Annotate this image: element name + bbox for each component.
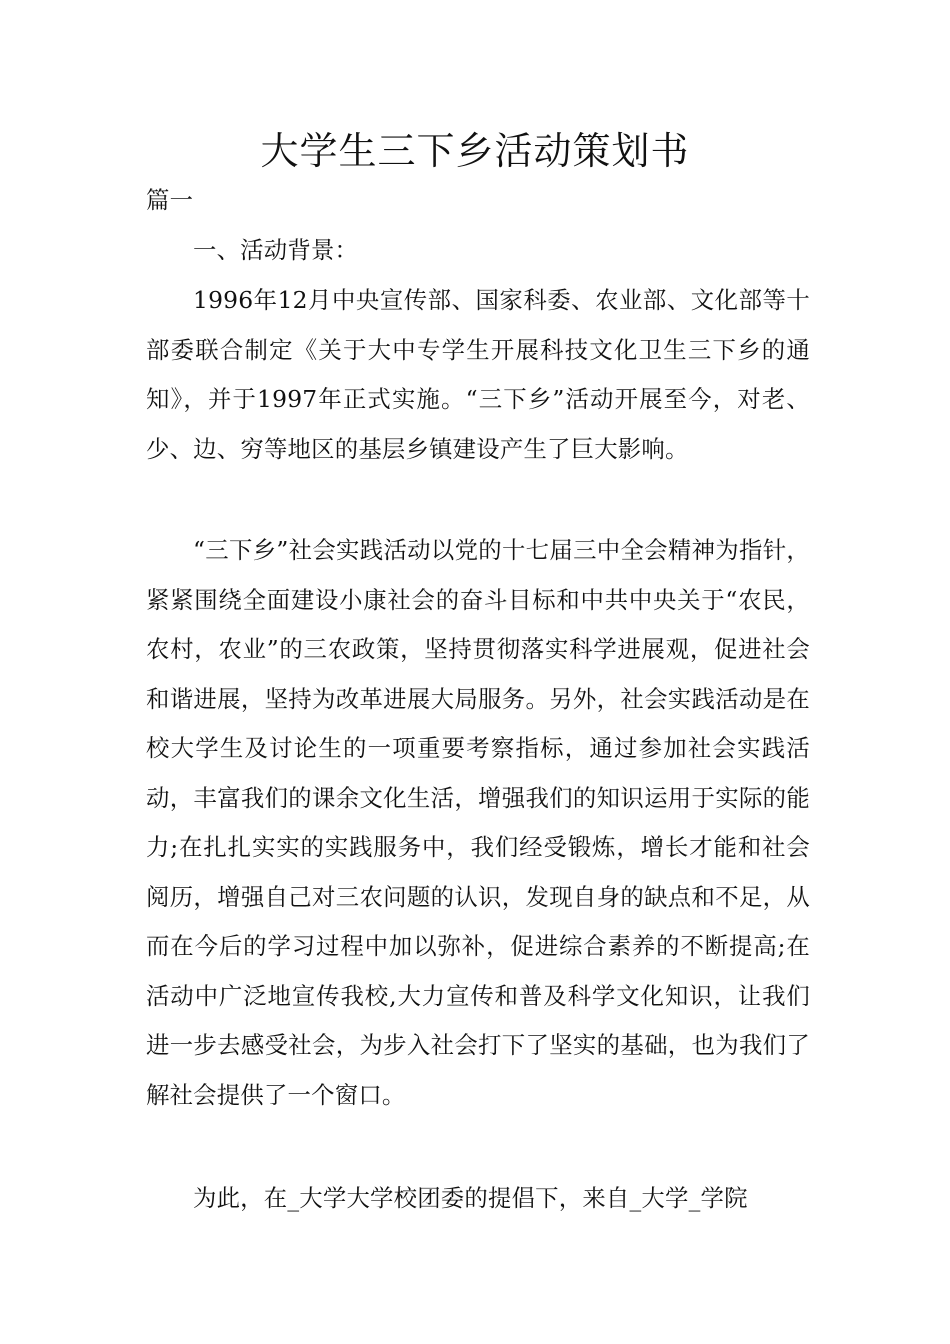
document-title: 大学生三下乡活动策划书 [260,129,690,173]
section-label: 篇一 [146,186,194,214]
section-heading: 一、活动背景： [193,236,359,264]
paragraph-1: 1996年12月中央宣传部、国家科委、农业部、文化部等十部委联合制定《关于大中专学生开展科技文化卫生三下乡的通知》，并于1997年正式实施。“三下乡”活动开展至今，对老、少、边、穷等地区的基层乡镇建设产生了巨大影响。 [146,286,810,463]
paragraph-2: “三下乡”社会实践活动以党的十七届三中全会精神为指针，紧紧围绕全面建设小康社会的奋斗目标和中共中央关于“农民，农村，农业”的三农政策，坚持贯彻落实科学进展观，促进社会和谐进展，坚持为改革进展大局服务。另外，社会实践活动是在校大学生及讨论生的一项重要考察指标，通过参加社会实践活动，丰富我们的课余文化生活，增强我们的知识运用于实际的能力;在扎扎实实的实践服务中，我们经受锻炼，增长才能和社会阅历，增强自己对三农问题的认识，发现自身的缺点和不足，从而在今后的学习过程中加以弥补，促进综合素养的不断提高;在活动中广泛地宣传我校,大力宣传和普及科学文化知识，让我们进一步去感受社会，为步入社会打下了坚实的基础，也为我们了解社会提供了一个窗口。 [146,536,810,1109]
paragraph-3: 为此，在_大学大学校团委的提倡下，来自_大学_学院 [193,1184,748,1212]
